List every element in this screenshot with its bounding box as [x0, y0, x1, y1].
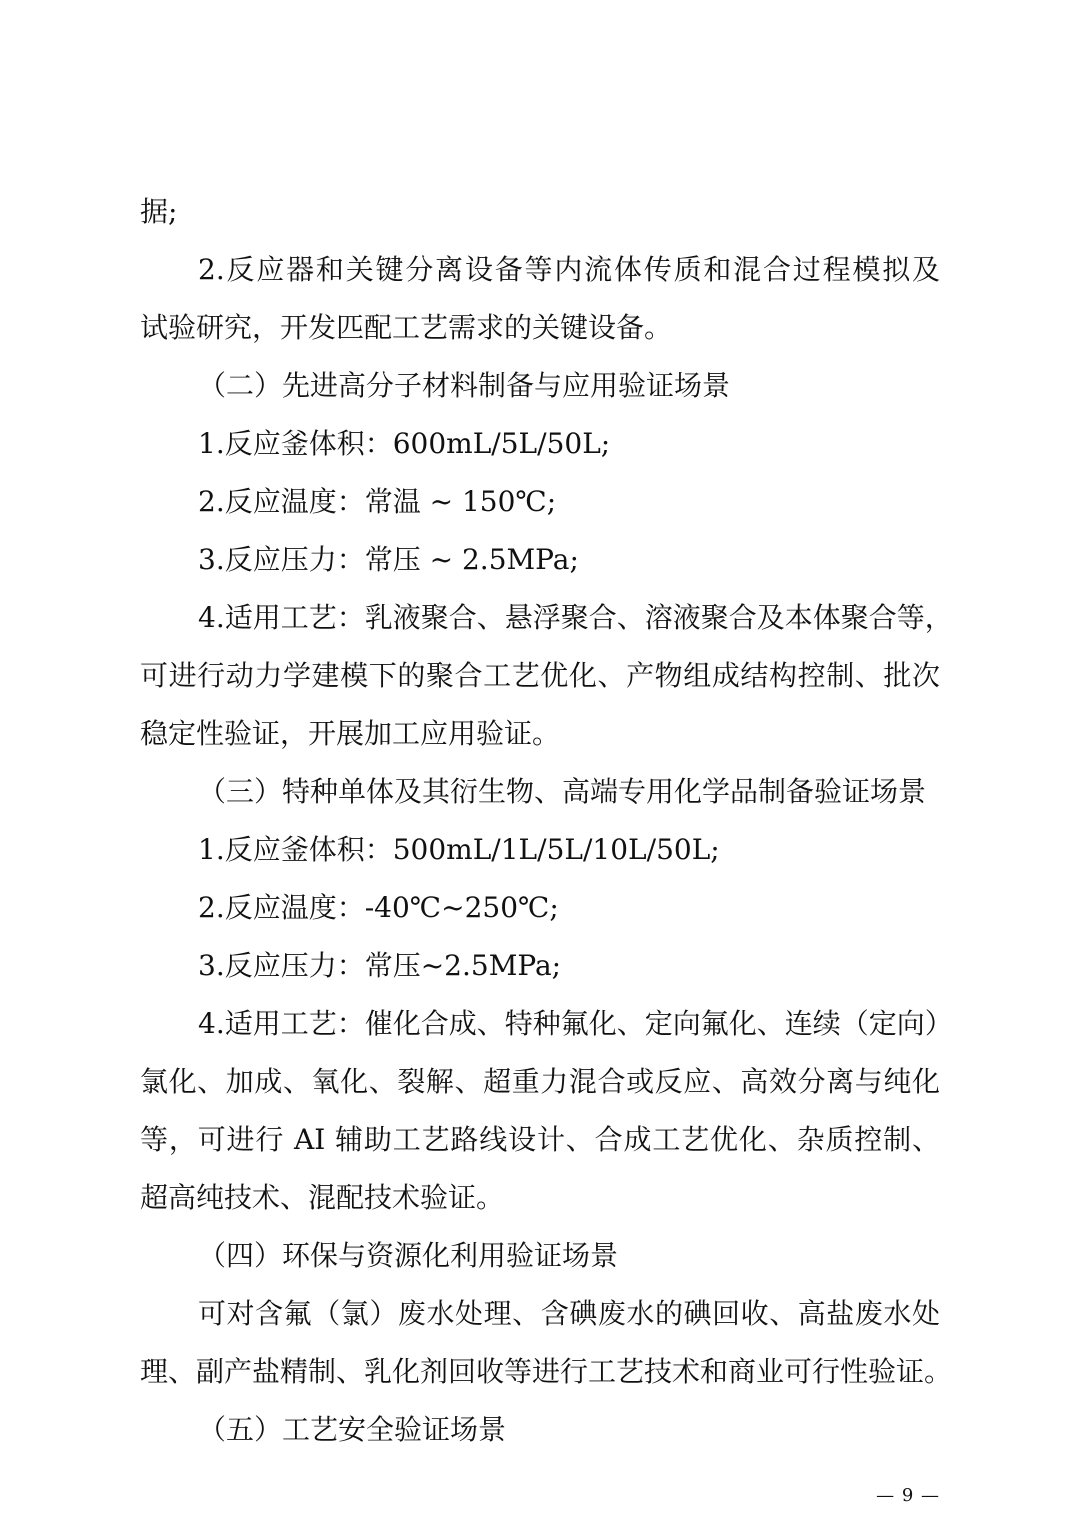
paragraph-line: 等，可进行 AI 辅助工艺路线设计、合成工艺优化、杂质控制、 [140, 1123, 940, 1156]
list-item: 3.反应压力：常压 ~ 2.5MPa; [198, 543, 579, 576]
document-body [140, 184, 953, 1460]
section-heading: （五）工艺安全验证场景 [198, 1413, 507, 1446]
paragraph-line: 2.反应器和关键分离设备等内流体传质和混合过程模拟及 [198, 253, 940, 286]
paragraph-line: 试验研究，开发匹配工艺需求的关键设备。 [140, 311, 673, 344]
list-item: 3.反应压力：常压~2.5MPa; [198, 949, 562, 982]
paragraph-line: 可进行动力学建模下的聚合工艺优化、产物组成结构控制、批次 [140, 659, 940, 692]
page-number: — 9 — [876, 1485, 940, 1506]
list-item: 2.反应温度：常温 ~ 150℃; [198, 485, 557, 518]
list-item: 4.适用工艺：催化合成、特种氟化、定向氟化、连续（定向） [198, 1007, 953, 1040]
list-item: 1.反应釜体积：500mL/1L/5L/10L/50L; [198, 833, 720, 866]
list-item: 2.反应温度：-40℃~250℃; [198, 891, 559, 924]
paragraph-line: 稳定性验证，开展加工应用验证。 [140, 717, 561, 750]
paragraph-line: 据; [140, 195, 178, 228]
section-heading: （二）先进高分子材料制备与应用验证场景 [198, 369, 731, 402]
list-item: 4.适用工艺：乳液聚合、悬浮聚合、溶液聚合及本体聚合等， [198, 601, 953, 634]
paragraph-line: 理、副产盐精制、乳化剂回收等进行工艺技术和商业可行性验证。 [140, 1355, 953, 1388]
paragraph-line: 超高纯技术、混配技术验证。 [140, 1181, 505, 1214]
paragraph-line: 氯化、加成、氧化、裂解、超重力混合或反应、高效分离与纯化 [140, 1065, 940, 1098]
paragraph-line: 可对含氟（氯）废水处理、含碘废水的碘回收、高盐废水处 [198, 1297, 940, 1330]
section-heading: （三）特种单体及其衍生物、高端专用化学品制备验证场景 [198, 775, 927, 808]
list-item: 1.反应釜体积：600mL/5L/50L; [198, 427, 611, 460]
section-heading: （四）环保与资源化利用验证场景 [198, 1239, 619, 1272]
